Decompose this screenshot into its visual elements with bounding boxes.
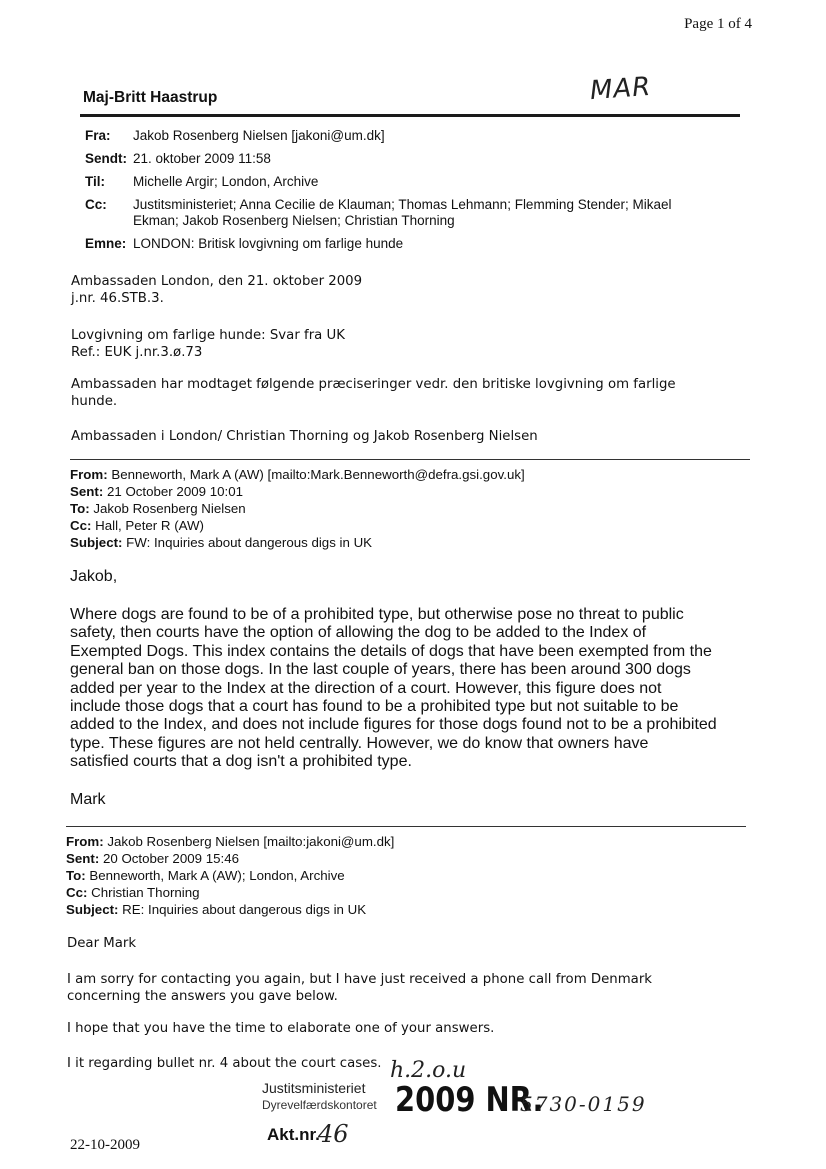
forward2-sent: Sent: 20 October 2009 15:46 [66, 851, 239, 866]
forward1-body-line: added to the Index, and does not include figures for those dogs found not to be a prohibited [70, 716, 717, 734]
intro-signature: Ambassaden i London/ Christian Thorning og Jakob Rosenberg Nielsen [71, 429, 538, 444]
forward1-divider [70, 459, 750, 460]
mailbox-owner: Maj-Britt Haastrup [83, 89, 218, 106]
forward1-body-line: satisfied courts that a dog isn't a prohibited type. [70, 753, 412, 771]
stamp-handwriting-top: h.2.o.u [390, 1058, 467, 1083]
intro-body-line2: hunde. [71, 394, 118, 409]
forward1-body-line: include those dogs that a court has found to be a prohibited type but not suitable to be [70, 698, 679, 716]
intro-place-date: Ambassaden London, den 21. oktober 2009 [71, 274, 363, 289]
forward1-body-line: Exempted Dogs. This index contains the details of dogs that have been exempted from the [70, 642, 712, 660]
intro-jnr: j.nr. 46.STB.3. [71, 291, 164, 306]
intro-ref: Ref.: EUK j.nr.3.ø.73 [71, 345, 203, 360]
forward2-p1-line1: I am sorry for contacting you again, but I have just received a phone call from Denmark [67, 972, 652, 987]
forward1-sign: Mark [70, 791, 106, 808]
intro-topic: Lovgivning om farlige hunde: Svar fra UK [71, 328, 345, 343]
stamp-ministry: Justitsministeriet [262, 1080, 366, 1096]
forward1-greeting: Jakob, [70, 568, 118, 585]
forward1-body-line: Where dogs are found to be of a prohibited type, but otherwise pose no threat to public [70, 606, 684, 623]
page-number: Page 1 of 4 [684, 16, 752, 32]
forward1-body-line: safety, then courts have the option of allowing the dog to be added to the Index of [70, 624, 647, 642]
forward2-cc: Cc: Christian Thorning [66, 885, 200, 900]
forward1-body-line: general ban on those dogs. In the last couple of years, there has been around 300 dogs [70, 661, 691, 679]
forward2-greeting: Dear Mark [67, 936, 137, 951]
stamp-number-label: 2009 NR. [395, 1080, 544, 1120]
forward1-cc: Cc: Hall, Peter R (AW) [70, 518, 204, 533]
stamp-akt-label: Akt.nr. [267, 1125, 320, 1144]
forward2-subject: Subject: RE: Inquiries about dangerous digs in UK [66, 902, 367, 917]
forward1-body-line: added per year to the Index at the direction of a court. However, this figure does not [70, 679, 662, 697]
forward2-to: To: Benneworth, Mark A (AW); London, Archive [66, 868, 345, 883]
stamp-akt-number: 46 [318, 1120, 349, 1148]
forward1-sent: Sent: 21 October 2009 10:01 [70, 484, 243, 499]
forward2-p1-line2: concerning the answers you gave below. [67, 989, 338, 1004]
forward1-from: From: Benneworth, Mark A (AW) [mailto:Mark.Benneworth@defra.gsi.gov.uk] [70, 467, 525, 482]
forward1-body-line: type. These figures are not held centrally. However, we do know that owners have [70, 734, 649, 752]
handwritten-note: MAR [589, 71, 653, 107]
stamp-office: Dyrevelfærdskontoret [262, 1098, 377, 1112]
forward1-subject: Subject: FW: Inquiries about dangerous digs in UK [70, 535, 373, 550]
forward2-p2: I hope that you have the time to elaborate one of your answers. [67, 1021, 495, 1036]
forward1-body [70, 606, 770, 772]
header-divider [80, 114, 740, 117]
forward2-divider [66, 826, 746, 827]
intro-body-line1: Ambassaden har modtaget følgende præciseringer vedr. den britiske lovgivning om farlige [71, 377, 676, 392]
footer-date: 22-10-2009 [70, 1137, 140, 1153]
forward2-p3: I it regarding bullet nr. 4 about the court cases. [67, 1056, 382, 1071]
forward2-from: From: Jakob Rosenberg Nielsen [mailto:jakoni@um.dk] [66, 834, 395, 849]
forward1-to: To: Jakob Rosenberg Nielsen [70, 501, 246, 516]
stamp-handwritten-number: 5730-0159 [520, 1092, 647, 1116]
